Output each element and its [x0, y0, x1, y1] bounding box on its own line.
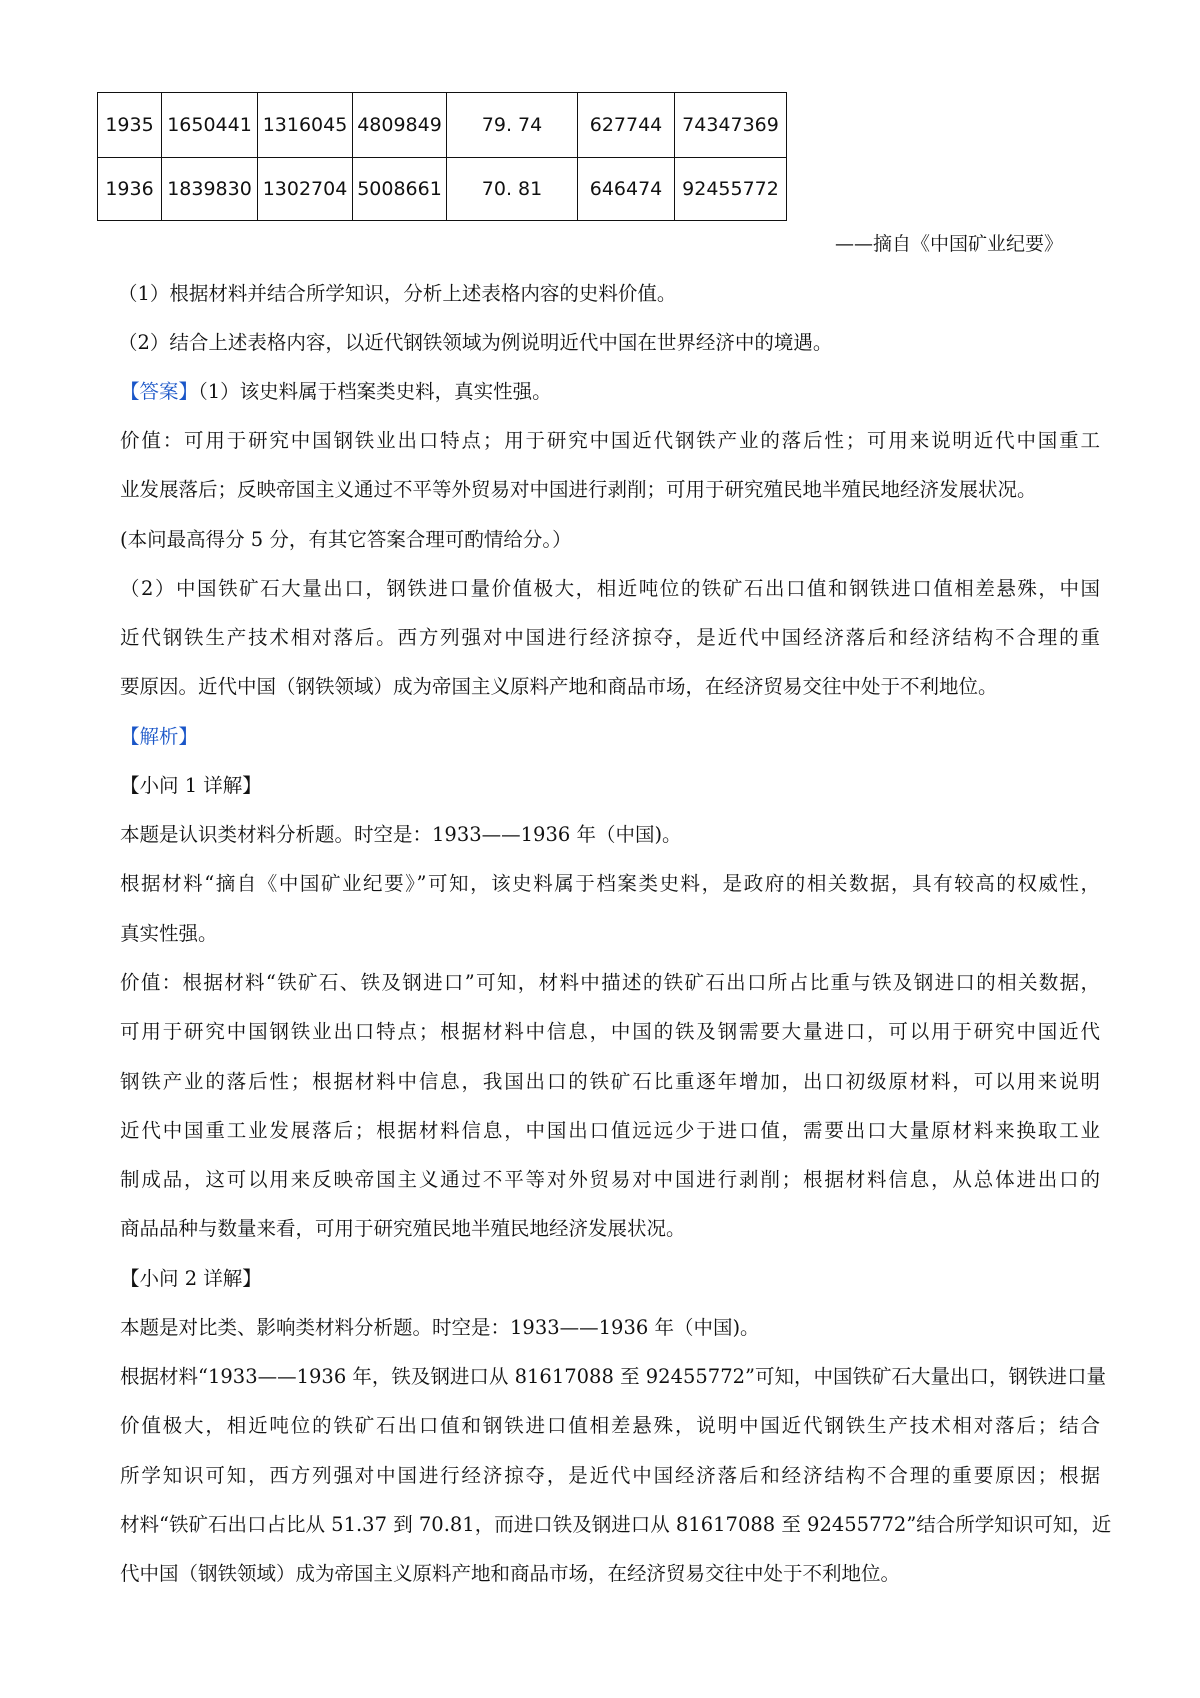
table-cell: 1302704 [258, 158, 353, 221]
sub1-heading: 【小问 1 详解】 [120, 774, 262, 797]
sub1-line: 根据材料“摘自《中国矿业纪要》”可知，该史料属于档案类史料，是政府的相关数据，具有较高的权威性， [120, 872, 1100, 895]
table-cell: 5008661 [353, 158, 447, 221]
answer-2: （2）中国铁矿石大量出口，钢铁进口量价值极大，相近吨位的铁矿石出口值和钢铁进口值相差悬殊，中国 [120, 577, 1100, 600]
sub1-line: 真实性强。 [120, 922, 218, 945]
table-cell: 1839830 [162, 158, 258, 221]
table-cell: 79. 74 [447, 93, 578, 158]
source-citation: ——摘自《中国矿业纪要》 [834, 233, 1063, 255]
sub1-line: 制成品，这可以用来反映帝国主义通过不平等对外贸易对中国进行剥削；根据材料信息，从总体进出口的 [120, 1168, 1100, 1191]
sub2-line: 本题是对比类、影响类材料分析题。时空是：1933——1936 年（中国)。 [120, 1316, 760, 1339]
table-cell: 1650441 [162, 93, 258, 158]
answer-1-value: 业发展落后；反映帝国主义通过不平等外贸易对中国进行剥削；可用于研究殖民地半殖民地经济发展状况。 [120, 478, 1037, 501]
sub2-heading: 【小问 2 详解】 [120, 1267, 262, 1290]
sub1-line: 可用于研究中国钢铁业出口特点；根据材料中信息，中国的铁及钢需要大量进口，可以用于研究中国近代 [120, 1020, 1100, 1043]
question-2: （2）结合上述表格内容，以近代钢铁领域为例说明近代中国在世界经济中的境遇。 [118, 331, 833, 354]
sub1-line: 价值：根据材料“铁矿石、铁及钢进口”可知，材料中描述的铁矿石出口所占比重与铁及钢进口的相关数据， [120, 971, 1100, 994]
answer-tag: 【答案】 [120, 380, 199, 403]
trade-data-table [97, 92, 787, 221]
analysis-tag: 【解析】 [120, 725, 199, 748]
sub2-line: 所学知识可知，西方列强对中国进行经济掠夺，是近代中国经济落后和经济结构不合理的重要原因；根据 [120, 1464, 1100, 1487]
table-row [98, 158, 787, 221]
answer-1-value: 价值：可用于研究中国钢铁业出口特点；用于研究中国近代钢铁产业的落后性；可用来说明近代中国重工 [120, 429, 1100, 452]
table-row [98, 93, 787, 158]
sub2-line: 代中国（钢铁领域）成为帝国主义原料产地和商品市场，在经济贸易交往中处于不利地位。 [120, 1562, 901, 1585]
table-cell: 1935 [98, 93, 162, 158]
table-cell: 70. 81 [447, 158, 578, 221]
table-cell: 74347369 [675, 93, 787, 158]
answer-2: 近代钢铁生产技术相对落后。西方列强对中国进行经济掠夺，是近代中国经济落后和经济结构不合理的重 [120, 626, 1100, 649]
table-cell: 627744 [578, 93, 675, 158]
answer-1-note: (本问最高得分 5 分，有其它答案合理可酌情给分。） [120, 528, 572, 551]
table-cell: 92455772 [675, 158, 787, 221]
question-1: （1）根据材料并结合所学知识，分析上述表格内容的史料价值。 [118, 282, 677, 305]
table-cell: 4809849 [353, 93, 447, 158]
table-cell: 1316045 [258, 93, 353, 158]
answer-heading [120, 377, 1100, 407]
sub2-line: 价值极大，相近吨位的铁矿石出口值和钢铁进口值相差悬殊，说明中国近代钢铁生产技术相对落后；结合 [120, 1414, 1100, 1437]
table-cell: 646474 [578, 158, 675, 221]
answer-2: 要原因。近代中国（钢铁领域）成为帝国主义原料产地和商品市场，在经济贸易交往中处于不利地位。 [120, 675, 998, 698]
sub1-line: 本题是认识类材料分析题。时空是：1933——1936 年（中国)。 [120, 823, 682, 846]
sub1-line: 商品品种与数量来看，可用于研究殖民地半殖民地经济发展状况。 [120, 1217, 686, 1240]
sub1-line: 钢铁产业的落后性；根据材料中信息，我国出口的铁矿石比重逐年增加，出口初级原材料，可以用来说明 [120, 1070, 1100, 1093]
sub1-line: 近代中国重工业发展落后；根据材料信息，中国出口值远远少于进口值，需要出口大量原材料来换取工业 [120, 1119, 1100, 1142]
table-cell: 1936 [98, 158, 162, 221]
sub2-line: 根据材料“1933——1936 年，铁及钢进口从 81617088 至 92455772”可知，中国铁矿石大量出口，钢铁进口量 [120, 1365, 1106, 1388]
answer-1-first: （1）该史料属于档案类史料，真实性强。 [198, 380, 552, 403]
sub2-line: 材料“铁矿石出口占比从 51.37 到 70.81，而进口铁及钢进口从 81617088 至 92455772”结合所学知识可知，近 [120, 1513, 1112, 1536]
